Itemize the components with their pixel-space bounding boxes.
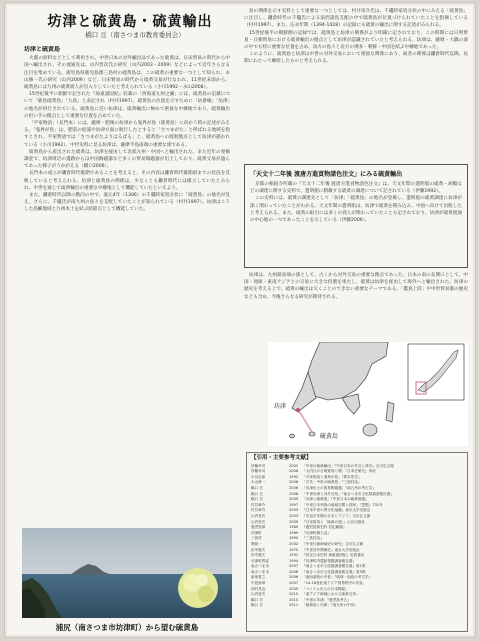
reference-title: 「中世坊津と対外交易」『南さつま市文化財調査報告書』 xyxy=(302,491,394,496)
reference-year: 2002 xyxy=(289,541,299,546)
paragraph: 京都の相国寺所蔵の『天文十二年後 渡唐方進貢物諸色注文』は、天文年間の遣明船の硫黄・胡椒などの調達に関する史料で、遣明船に積載する硫黄の調達について記されている（伊藤1992）。 xyxy=(250,182,462,195)
reference-year: 2009 xyxy=(289,519,299,524)
reference-title: 『三島村誌』 xyxy=(302,536,324,541)
reference-author: 山内晋次 xyxy=(251,519,266,524)
reference-year: 2010 xyxy=(289,597,299,602)
reference-title: 『中世対外関係史』東京大学出版会 xyxy=(302,547,360,552)
reference-author: 山内晋次 xyxy=(251,513,266,518)
reference-author: 田中健夫 xyxy=(251,553,266,558)
reference-author: 橋口 亘 xyxy=(251,485,263,490)
photo-caption: 浦尻（南さつま市坊津町）から望む硫黄島 xyxy=(55,623,199,632)
kuroshima xyxy=(290,434,295,438)
reference-title: 『鹿児島県史料 旧記雑録』 xyxy=(302,525,347,530)
reference-author: 村井章介 xyxy=(251,502,266,507)
reference-year: 2007 xyxy=(289,581,299,586)
reference-author: 南さつま市 xyxy=(251,569,269,574)
reference-title: 「東アジア海域における硫黄交易」 xyxy=(302,592,360,597)
yakushima xyxy=(363,424,377,436)
paragraph: 15世紀後半の朝鮮側の記録では、硫黄島と坊津の関係がより明確に記されており、この時期には日明貿易・日朝貿易における硫黄輸出の拠点として坊津が認識されていたと考えられる。坊津は、薩摩・大隅の湊の中でも特に重要な位置を占め、南方の島々と北方の博多・朝鮮・中国を結ぶ中継地であった。 xyxy=(244,30,468,51)
reference-year: 2003 xyxy=(289,513,299,518)
reference-year: 2005 xyxy=(289,508,299,513)
reference-author: 橋口 亘 xyxy=(251,491,263,496)
references-list xyxy=(246,452,468,632)
paragraph: 硫黄島から産出された硫黄は、坊津を経由して北部九州・中国へと輸出された。また近年の発掘調査で、坊津周辺の遺跡からは中国陶磁器など多くの貿易陶磁器が出土しており、硫黄交易が盛んであった様子がうかがえる（橋口2006）。 xyxy=(24,149,230,170)
paragraph: この史料には、硫黄の調達先として「坊津」「硫黄島」の地名が登場し、遣明船の硫黄調達に坊津が深く関わっていたことがわかる。天文年間の遣明船は、坊津で硫黄を積み込み、中国へ向けて出航したと考えられる。また、硫黄の取引には多くの商人が関わっていたことも記されており、坊津が硫黄流通の中心地の一つであったことを示している（伊藤2006）。 xyxy=(250,196,462,224)
reference-year: 2005 xyxy=(289,586,299,591)
reference-title: 『坊津町郷土誌』 xyxy=(302,530,331,535)
reference-year: 2006 xyxy=(289,485,299,490)
landscape-photo xyxy=(22,528,232,618)
reference-title: 「中世の坊津」『鹿児島考古』 xyxy=(302,597,351,602)
reference-author: 山内晋次 xyxy=(251,592,266,597)
bounotsu-marker xyxy=(296,408,300,412)
reference-author: 坊津町教委 xyxy=(251,558,269,563)
reference-year: 1969 xyxy=(289,530,299,535)
reference-title: 『南さつま市文化財調査報告書』第1集 xyxy=(302,564,366,569)
reference-title: 『日宋貿易と「硫黄の道」』山川出版社 xyxy=(302,519,366,524)
location-map xyxy=(268,342,468,446)
reference-author: 村井章介 xyxy=(251,508,266,513)
reference-year: 2002 xyxy=(289,463,299,468)
reference-item xyxy=(251,603,463,609)
reference-title: 「14-16世紀東アジア貿易秩序の変容」 xyxy=(302,581,367,586)
reference-year: 1975 xyxy=(289,547,299,552)
reference-author: 橋口 亘 xyxy=(251,497,263,502)
reference-title: 「坊津出土の貿易陶磁器」『南九州の考古学』 xyxy=(302,485,376,490)
reference-year: 2011 xyxy=(289,603,299,608)
reference-year: 2006 xyxy=(289,469,299,474)
reference-title: 「中世の硫黄輸出」『中世日本の外交と禅宗』吉川弘文館 xyxy=(302,463,394,468)
reference-title: 『坊津町内遺跡発掘調査報告書』 xyxy=(302,558,357,563)
reference-title: 『中世日朝海域史の研究』吉川弘文館 xyxy=(302,541,364,546)
reference-author: 伊藤幸司 xyxy=(251,469,266,474)
reference-year: 2008 xyxy=(289,491,299,496)
reference-author: 田中健夫 xyxy=(251,547,266,552)
paragraph: 坊津は、九州最南端の湊として、古くから対外交易の重要な拠点であった。日本の南の玄関口として、中国・琉球・東南アジアとの交易に大きな役割を果たし、硫黄は坊津を経由して海外へと輸出された。坊津の歴史を考える上で、硫黄の輸出は欠くことのできない重要なテーマである。「鑑真上陸」や中世貿易港の歴史なども含め、今後さらなる研究が期待される。 xyxy=(244,273,468,300)
reference-author: 鹿児島県 xyxy=(251,525,266,530)
reference-year: 2006 xyxy=(289,575,299,580)
reference-author: 橋口 亘 xyxy=(251,597,263,602)
paragraph: 「平家物語」（長門本）には、薩摩・肥後の坊津から鬼界が島（硫黄島）に向かう時の記述がみえる。「鬼界が島」は、肥前の松浦や坊津方面に航行したとすると「さつまがた」と呼ばれる地域を指すとされ、平家物語では「さつまがたよりはるばる」と、硫黄島への渡航拠点として坊津が描かれている（小川1992）。中世史料に見る坊津は、薩摩半島南端の重要な湊である。 xyxy=(24,121,230,148)
reference-year: 2007 xyxy=(289,564,299,569)
map-label-bounotsu: 坊津 xyxy=(274,403,287,410)
reference-title: 「南西諸島の中世」『琉球・南島の考古学』 xyxy=(302,575,373,580)
reference-author: 伊藤幸司 xyxy=(251,463,266,468)
reference-author: 新里貴之 xyxy=(251,575,266,580)
reference-year: 2008 xyxy=(289,569,299,574)
reference-author: 永山修一 xyxy=(251,480,266,485)
reference-author: 南さつま市 xyxy=(251,564,269,569)
reference-title: 『奈良平安期の日本とアジア』吉川弘文館 xyxy=(302,513,371,518)
right-column-text xyxy=(244,8,468,160)
paragraph: 長門本の成立が鎌倉時代後期であることを考えると、その内容は鎌倉時代後期頃までの状況を反映していると考えられる。坊津と硫黄島の関係は、少なくとも鎌倉時代には確立していたとみられ、中世を通じて硫黄輸出の重要な中継地として機能していたといえよう。 xyxy=(24,171,230,191)
map-svg xyxy=(268,342,468,446)
section-heading: 坊津と硫黄島 xyxy=(24,46,61,53)
map-label-iojima: 硫黄島 xyxy=(320,433,339,440)
reference-author: 関周一 xyxy=(251,541,262,546)
reference-year: 1997 xyxy=(289,502,299,507)
reference-title: 『訳注日本史料 海東諸国紀』岩波書店 xyxy=(302,553,365,558)
reference-title: 「坊津と硫黄島」『中世日本の硫黄流通』 xyxy=(302,497,369,502)
references-rows xyxy=(251,464,463,609)
reference-title: 「硫黄島と坊津」『南九州の中世』 xyxy=(302,603,358,608)
reference-year: 1980 xyxy=(289,525,299,530)
boxed-section xyxy=(244,164,468,268)
photo-svg xyxy=(22,528,232,618)
iojima-island xyxy=(309,432,315,436)
reference-title: 「ベトナム出土の日本陶磁」 xyxy=(302,586,349,591)
reference-year: 1991 xyxy=(289,553,299,558)
panel-author: 橋口 亘（南さつま市教育委員会） xyxy=(85,31,185,39)
box-text xyxy=(250,181,462,224)
reference-title: 「中世日本列島の地域空間と国家」『思想』732号 xyxy=(302,502,383,507)
reference-year: 2008 xyxy=(289,480,299,485)
reference-title: 「古代・中世の硫黄島」『三島村誌』 xyxy=(302,480,362,485)
reference-author: 中島楽章 xyxy=(251,581,266,586)
reference-title: 「大内氏の日明貿易と堺」『日本史研究』所収 xyxy=(302,469,376,474)
reference-author: 橋口 亘 xyxy=(251,603,263,608)
reference-year: 1990 xyxy=(289,536,299,541)
reference-author: 小川弘和 xyxy=(251,474,266,479)
paragraph: 島の関係を示す史料として重要な一つとしては、村井章介氏は、千竈時家処分状の中にみえる「硫黄島」に注目し、鎌倉時代の千竈氏による南西諸島支配の中で硫黄島が位置づけられていたことを指摘している（村井1997）。また、応永年間（1394-1428）の記録にも硫黄の輸出に関する記述がみられる。 xyxy=(244,9,468,29)
reference-author: 三島村 xyxy=(251,536,262,541)
references-title: 【引用・主要参考文献】 xyxy=(251,455,312,461)
reference-title: 「平家物語と鬼界が島」『熊本史学』 xyxy=(302,474,362,479)
right-middle-text xyxy=(244,272,468,342)
reference-title: 『日本中世の異文化接触』東京大学出版会 xyxy=(302,508,371,513)
paragraph: このように、硫黄島と坊津は中世の対外交易において密接な関係にあり、両者の関係は鎌倉時代以降、長期にわたって継続したものと考えられる。 xyxy=(244,52,468,65)
reference-year: 1992 xyxy=(289,474,299,479)
reference-title: 『南さつま市文化財調査報告書』第3集 xyxy=(302,569,366,574)
paragraph: 15世紀後半に朝鮮で記された『海東諸国紀』収載の「西海道九州之圖」には、硫黄島の記載について「鹿島硫黄島」「九島」と表記され（村井1997）、硫黄島の位置を示すために「坊掛嶋」「坊津」の地名が併行されている。硫黄島に近い坊津は、硫黄輸出に極めて密接な中継地であり、硫黄輸出の担い手の拠点として重要な位置を占めていた。 xyxy=(24,92,230,119)
reference-author: 坊津町 xyxy=(251,530,262,535)
box-title: 「天文十二年後 渡唐方進貢物諸色注文」にみる硫黄輸出 xyxy=(250,171,403,178)
reference-author: 西村昌也 xyxy=(251,586,266,591)
reference-year: 2009 xyxy=(289,497,299,502)
panel-title: 坊津と硫黄島・硫黄輸出 xyxy=(47,14,213,30)
reference-year: 1994 xyxy=(289,558,299,563)
paragraph: 火薬の原料などとして利用され、中世日本の対外輸出品であった硫黄は、日宋貿易の時代から中国へ輸出され、その流通先は、山内晋次氏の研究（山内2003・2009）などによって近年さらなる注目を集めている。鹿児島県鹿児島郡三島村の硫黄島は、この硫黄の重要な一つとして知られ、永山修一氏の研究（山内2009）など、日宋貿易の時代から硫黄交易が行なわれ、11世紀末頃から、硫黄島には九州の硫黄商人が出入りしていたと考えられている（小川1992・永山2008）。 xyxy=(24,56,230,91)
paragraph: また、鎌倉時代以降の動向の中で、嘉元4年（1306）の千竈時家処分状に「硫黄島」の地名が見え、さらに、千竈氏が南九州の島々を支配していたことが知られている（村井1997）。坊津はこうした島嶼地域と九州本土を結ぶ結節点として機能していた。 xyxy=(24,193,230,213)
reference-year: 2010 xyxy=(289,592,299,597)
left-column-text xyxy=(24,46,230,526)
